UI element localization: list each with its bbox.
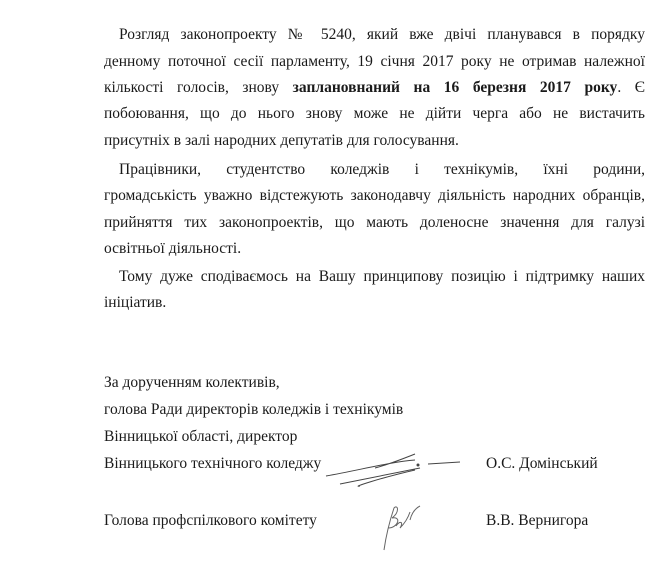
signer-2-title: Голова профспілкового комітету bbox=[104, 512, 317, 529]
text-segment: . Є bbox=[617, 79, 645, 96]
signature-line: Вінницької області, директор bbox=[104, 428, 298, 445]
signature-line: голова Ради директорів коледжів і технікумів bbox=[104, 401, 404, 418]
text-line: присутніх в залі народних депутатів для голосування. bbox=[104, 132, 459, 149]
text-line: денному поточної сесії парламенту, 19 січня 2017 року не отримав належної bbox=[104, 53, 645, 70]
text-line: прийняття тих законопроектів, що мають доленосне значення для галузі bbox=[104, 214, 645, 231]
handwritten-signature-2 bbox=[372, 502, 422, 554]
bold-date: заплановнаний на 16 березня 2017 року bbox=[292, 79, 618, 96]
text-segment: кількості голосів, знову bbox=[104, 79, 293, 96]
text-line: Працівники, студентство коледжів і технікумів, їхні родини, bbox=[119, 161, 645, 178]
text-line: побоювання, що до нього знову може не дійти черга або не вистачить bbox=[104, 105, 645, 122]
text-line: освітньої діяльності. bbox=[104, 240, 242, 257]
signature-line: За дорученням колективів, bbox=[104, 374, 280, 391]
text-line: Розгляд законопроекту № 5240, який вже двічі планувався в порядку bbox=[119, 26, 645, 43]
signer-2-name: В.В. Вернигора bbox=[486, 512, 589, 529]
signer-1-name: О.С. Домінський bbox=[486, 455, 598, 472]
text-line: Тому дуже сподіваємось на Вашу принципову позицію і підтримку наших bbox=[119, 268, 645, 285]
text-line bbox=[104, 78, 645, 98]
text-line: громадськість уважно відстежують законодавчу діяльність народних обранців, bbox=[104, 187, 645, 204]
signature-line: Вінницького технічного коледжу bbox=[104, 455, 322, 472]
text-line: ініціатив. bbox=[104, 294, 167, 311]
handwritten-signature-1 bbox=[320, 448, 460, 488]
